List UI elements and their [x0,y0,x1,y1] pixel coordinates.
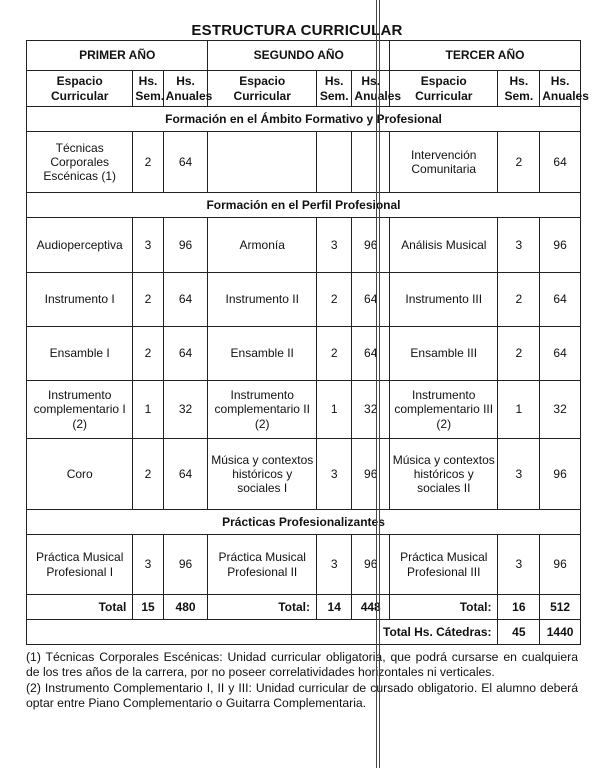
grand-total-label: Total Hs. Cátedras: [27,620,498,645]
cell-subject: Instrumento II [208,273,316,327]
grand-total-anual: 1440 [540,620,581,645]
col-header-sem: Hs. Sem. [316,71,351,107]
cell-subject: Instrumento III [390,273,498,327]
table-row [27,132,581,193]
cell-sem: 2 [133,327,163,381]
col-header-space: Espacio Curricular [208,71,316,107]
cell-anual: 96 [163,535,208,595]
totals-row [27,595,581,620]
cell-sem: 2 [316,327,351,381]
cell-anual: 64 [163,327,208,381]
total-label: Total [27,595,133,620]
cell-sem: 1 [133,381,163,439]
cell-sem: 3 [498,439,540,510]
cell-anual [352,132,390,193]
footnote-1: (1) Técnicas Corporales Escénicas: Unidad curricular obligatoria, que podrá cursarse en cualquiera de los tres años de la carrera, por no poseer correlatividades horizontales ni verticales. [26,650,578,680]
cell-subject: Técnicas Corporales Escénicas (1) [27,132,133,193]
total-anual: 480 [163,595,208,620]
col-header-space: Espacio Curricular [390,71,498,107]
cell-sem: 2 [316,273,351,327]
cell-sem: 3 [133,535,163,595]
cell-anual: 32 [352,381,390,439]
cell-subject: Armonía [208,218,316,273]
cell-anual: 32 [163,381,208,439]
cell-anual: 96 [540,535,581,595]
cell-sem: 3 [316,218,351,273]
cell-subject: Práctica Musical Profesional III [390,535,498,595]
year-header-2: SEGUNDO AÑO [208,41,390,71]
cell-subject: Práctica Musical Profesional II [208,535,316,595]
total-sem: 16 [498,595,540,620]
table-row [27,381,581,439]
cell-subject: Audioperceptiva [27,218,133,273]
cell-subject: Coro [27,439,133,510]
section-heading: Formación en el Perfil Profesional [27,193,581,218]
year-header-1: PRIMER AÑO [27,41,208,71]
cell-anual: 64 [352,327,390,381]
cell-anual: 64 [540,273,581,327]
cell-anual: 64 [163,132,208,193]
cell-sem: 2 [498,327,540,381]
table-row [27,439,581,510]
col-header-sem: Hs. Sem. [133,71,163,107]
cell-anual: 96 [352,218,390,273]
cell-anual: 64 [540,327,581,381]
cell-anual: 32 [540,381,581,439]
col-header-anual: Hs. Anuales [163,71,208,107]
cell-subject: Instrumento complementario I (2) [27,381,133,439]
total-sem: 15 [133,595,163,620]
cell-sem [316,132,351,193]
cell-anual: 96 [163,218,208,273]
cell-sem: 2 [133,132,163,193]
year-header-3: TERCER AÑO [390,41,581,71]
table-row [27,327,581,381]
cell-sem: 2 [133,439,163,510]
cell-sem: 3 [498,535,540,595]
cell-subject: Práctica Musical Profesional I [27,535,133,595]
table-row [27,535,581,595]
cell-sem: 3 [316,535,351,595]
cell-sem: 2 [498,273,540,327]
cell-anual: 96 [352,535,390,595]
cell-subject [208,132,316,193]
col-header-space: Espacio Curricular [27,71,133,107]
cell-subject: Ensamble III [390,327,498,381]
cell-subject: Ensamble I [27,327,133,381]
cell-anual: 64 [163,273,208,327]
footnotes [26,650,578,711]
section-heading: Prácticas Profesionalizantes [27,510,581,535]
col-header-anual: Hs. Anuales [352,71,390,107]
table-row [27,218,581,273]
grand-total-row [27,620,581,645]
cell-sem: 3 [498,218,540,273]
cell-sem: 2 [498,132,540,193]
cell-sem: 2 [133,273,163,327]
cell-subject: Música y contextos históricos y sociales II [390,439,498,510]
cell-anual: 64 [540,132,581,193]
total-anual: 512 [540,595,581,620]
cell-anual: 64 [163,439,208,510]
cell-subject: Intervención Comunitaria [390,132,498,193]
curriculum-table [26,40,589,645]
cell-subject: Instrumento complementario III (2) [390,381,498,439]
cell-anual: 64 [352,273,390,327]
cell-subject: Instrumento I [27,273,133,327]
cell-sem: 3 [316,439,351,510]
col-header-anual: Hs. Anuales [540,71,581,107]
cell-sem: 1 [316,381,351,439]
table-row [27,273,581,327]
page-title: ESTRUCTURA CURRICULAR [191,22,403,39]
footnote-2: (2) Instrumento Complementario I, II y III: Unidad curricular de cursado obligatorio. El alumno deberá optar entre Piano Complementario o Guitarra Complementaria. [26,680,578,710]
cell-anual: 96 [540,439,581,510]
col-header-sem: Hs. Sem. [498,71,540,107]
cell-subject: Música y contextos históricos y sociales I [208,439,316,510]
cell-anual: 96 [540,218,581,273]
total-label: Total: [208,595,316,620]
cell-sem: 3 [133,218,163,273]
page-fold-line [376,0,380,768]
total-sem: 14 [316,595,351,620]
cell-subject: Análisis Musical [390,218,498,273]
cell-subject: Instrumento complementario II (2) [208,381,316,439]
cell-subject: Ensamble II [208,327,316,381]
cell-sem: 1 [498,381,540,439]
total-label: Total: [390,595,498,620]
grand-total-sem: 45 [498,620,540,645]
total-anual: 448 [352,595,390,620]
cell-anual: 96 [352,439,390,510]
section-heading: Formación en el Ámbito Formativo y Profesional [27,107,581,132]
